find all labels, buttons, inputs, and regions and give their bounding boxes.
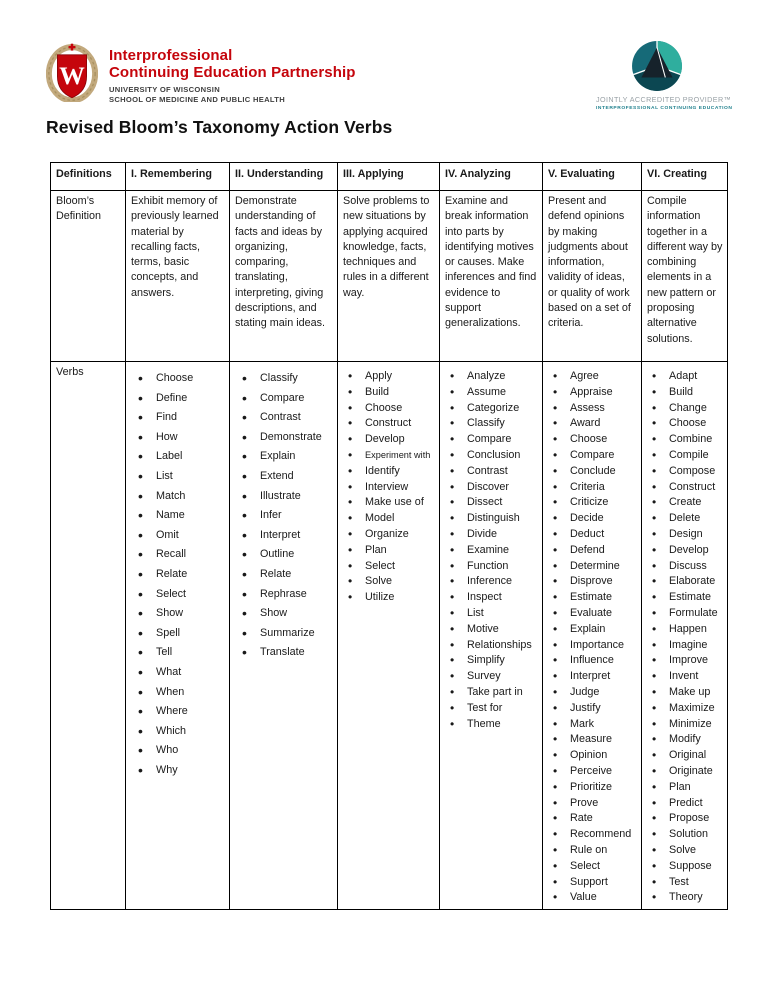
verb-item: • Experiment with [343, 448, 435, 464]
verbs-analyzing [440, 362, 543, 910]
verb-item: • Take part in [445, 685, 538, 701]
verb-item: • Solve [343, 574, 435, 590]
verb-item: • Agree [548, 369, 637, 385]
verb-item: • Build [343, 385, 435, 401]
verb-item: • Inference [445, 574, 538, 590]
bloom-table-wrapper [50, 162, 728, 910]
verb-item: • Model [343, 511, 435, 527]
verb-item: • List [131, 467, 225, 487]
col-header-applying: III. Applying [338, 163, 440, 191]
verbs-list-applying [343, 365, 435, 606]
verb-item: • Conclude [548, 464, 637, 480]
definition-understanding: Demonstrate understanding of facts and ideas by organizing, comparing, translating, interpreting, giving descriptions, and stating main ideas. [230, 191, 338, 362]
col-header-evaluating: V. Evaluating [543, 163, 642, 191]
verbs-row-label: Verbs [51, 362, 126, 910]
verb-item: • Plan [647, 780, 723, 796]
verb-item: • Analyze [445, 369, 538, 385]
verb-item: • Prioritize [548, 780, 637, 796]
header-row [51, 163, 728, 191]
verb-item: • Label [131, 447, 225, 467]
brand-line1: Interprofessional [109, 47, 233, 64]
bloom-taxonomy-table [50, 162, 728, 910]
verb-item: • Develop [343, 432, 435, 448]
verb-item: • Maximize [647, 701, 723, 717]
verbs-applying [338, 362, 440, 910]
verb-item: • Decide [548, 511, 637, 527]
verb-item: • Show [131, 604, 225, 624]
verb-item: • What [131, 663, 225, 683]
col-header-definitions: Definitions [51, 163, 126, 191]
definition-evaluating: Present and defend opinions by making judgments about information, validity of ideas, or quality of work based on a set of criteria. [543, 191, 642, 362]
uw-crest-icon [46, 42, 98, 102]
verb-item: • Translate [235, 643, 333, 663]
verb-item: • Propose [647, 811, 723, 827]
verb-item: • Rule on [548, 843, 637, 859]
verb-item: • Compose [647, 464, 723, 480]
verb-item: • Develop [647, 543, 723, 559]
verb-item: • Identify [343, 464, 435, 480]
verb-item: • Create [647, 495, 723, 511]
verb-item: • Recommend [548, 827, 637, 843]
verb-item: • Match [131, 487, 225, 507]
verb-item: • Illustrate [235, 487, 333, 507]
verb-item: • Classify [235, 369, 333, 389]
verb-item: • Mark [548, 717, 637, 733]
verb-item: • Criteria [548, 480, 637, 496]
verb-item: • Design [647, 527, 723, 543]
verb-item: • Relationships [445, 638, 538, 654]
verb-item: • Minimize [647, 717, 723, 733]
verbs-row [51, 362, 728, 910]
verb-item: • Combine [647, 432, 723, 448]
verb-item: • Distinguish [445, 511, 538, 527]
verb-item: • Solution [647, 827, 723, 843]
verb-item: • Adapt [647, 369, 723, 385]
verb-item: • When [131, 683, 225, 703]
col-header-analyzing: IV. Analyzing [440, 163, 543, 191]
page-title: Revised Bloom’s Taxonomy Action Verbs [46, 117, 393, 137]
verb-item: • Which [131, 722, 225, 742]
verb-item: • Judge [548, 685, 637, 701]
verb-item: • Disprove [548, 574, 637, 590]
verb-item: • Extend [235, 467, 333, 487]
verb-item: • Contrast [235, 408, 333, 428]
verb-item: • Show [235, 604, 333, 624]
verb-item: • Apply [343, 369, 435, 385]
verb-item: • Deduct [548, 527, 637, 543]
verb-item: • Tell [131, 643, 225, 663]
verb-item: • Why [131, 761, 225, 781]
verb-item: • Choose [647, 416, 723, 432]
verb-item: • Select [548, 859, 637, 875]
verb-item: • Change [647, 401, 723, 417]
brand-text [109, 42, 356, 105]
verb-item: • Classify [445, 416, 538, 432]
verb-item: • Where [131, 702, 225, 722]
verb-item: • List [445, 606, 538, 622]
definition-row-label: Bloom’s Definition [51, 191, 126, 362]
verb-item: • Interpret [548, 669, 637, 685]
verb-item: • Omit [131, 526, 225, 546]
verb-item: • Solve [647, 843, 723, 859]
verb-item: • Theme [445, 717, 538, 733]
verbs-list-evaluating [548, 365, 637, 906]
verb-item: • Award [548, 416, 637, 432]
verb-item: • Organize [343, 527, 435, 543]
jointly-accredited-block [596, 40, 733, 112]
verb-item: • Delete [647, 511, 723, 527]
verb-item: • Spell [131, 624, 225, 644]
verb-item: • Suppose [647, 859, 723, 875]
verb-item: • Choose [548, 432, 637, 448]
verb-item: • Criticize [548, 495, 637, 511]
verb-item: • Originate [647, 764, 723, 780]
definition-creating: Compile information together in a different way by combining elements in a new pattern or proposing alternative solutions. [642, 191, 728, 362]
verb-item: • Interpret [235, 526, 333, 546]
verb-item: • Estimate [647, 590, 723, 606]
verb-item: • Determine [548, 559, 637, 575]
verb-item: • Examine [445, 543, 538, 559]
verb-item: • Prove [548, 796, 637, 812]
verb-item: • Relate [131, 565, 225, 585]
verb-item: • Interview [343, 480, 435, 496]
verb-item: • Elaborate [647, 574, 723, 590]
jointly-accredited-logo-icon [631, 40, 683, 92]
verb-item: • Construct [343, 416, 435, 432]
verbs-list-understanding [235, 365, 333, 663]
jointly-accredited-sublabel: INTERPROFESSIONAL CONTINUING EDUCATION [596, 106, 733, 111]
verb-item: • Improve [647, 653, 723, 669]
brand-university: UNIVERSITY OF WISCONSIN [109, 85, 220, 94]
verb-item: • Happen [647, 622, 723, 638]
verbs-understanding [230, 362, 338, 910]
verb-item: • Influence [548, 653, 637, 669]
verb-item: • Infer [235, 506, 333, 526]
definition-remembering: Exhibit memory of previously learned material by recalling facts, terms, basic concepts, and answers. [126, 191, 230, 362]
col-header-understanding: II. Understanding [230, 163, 338, 191]
verb-item: • Choose [343, 401, 435, 417]
verb-item: • Formulate [647, 606, 723, 622]
verb-item: • Inspect [445, 590, 538, 606]
verbs-list-analyzing [445, 365, 538, 732]
verb-item: • Perceive [548, 764, 637, 780]
verb-item: • Justify [548, 701, 637, 717]
verb-item: • Choose [131, 369, 225, 389]
verb-item: • Simplify [445, 653, 538, 669]
verb-item: • Motive [445, 622, 538, 638]
verb-item: • Who [131, 741, 225, 761]
verb-item: • Evaluate [548, 606, 637, 622]
verb-item: • How [131, 428, 225, 448]
verb-item: • Make use of [343, 495, 435, 511]
verb-item: • Support [548, 875, 637, 891]
verb-item: • Summarize [235, 624, 333, 644]
crest-letter: W [59, 61, 85, 90]
verb-item: • Assess [548, 401, 637, 417]
verb-item: • Estimate [548, 590, 637, 606]
verb-item: • Theory [647, 890, 723, 906]
verb-item: • Modify [647, 732, 723, 748]
verbs-list-creating [647, 365, 723, 906]
verbs-creating [642, 362, 728, 910]
uw-brand-block [46, 42, 356, 105]
verb-item: • Compare [548, 448, 637, 464]
verb-item: • Utilize [343, 590, 435, 606]
verb-item: • Explain [235, 447, 333, 467]
verb-item: • Recall [131, 545, 225, 565]
jointly-accredited-label: JOINTLY ACCREDITED PROVIDER™ [596, 95, 732, 104]
verb-item: • Categorize [445, 401, 538, 417]
verb-item: • Defend [548, 543, 637, 559]
verb-item: • Make up [647, 685, 723, 701]
verb-item: • Construct [647, 480, 723, 496]
verb-item: • Function [445, 559, 538, 575]
verb-item: • Imagine [647, 638, 723, 654]
definition-analyzing: Examine and break information into parts by identifying motives or causes. Make inferences and find evidence to support generalizations. [440, 191, 543, 362]
verb-item: • Discuss [647, 559, 723, 575]
verb-item: • Assume [445, 385, 538, 401]
verb-item: • Rephrase [235, 585, 333, 605]
verb-item: • Predict [647, 796, 723, 812]
verb-item: • Importance [548, 638, 637, 654]
definition-applying: Solve problems to new situations by applying acquired knowledge, facts, techniques and rules in a different way. [338, 191, 440, 362]
verb-item: • Name [131, 506, 225, 526]
verb-item: • Conclusion [445, 448, 538, 464]
verb-item: • Compare [445, 432, 538, 448]
verb-item: • Discover [445, 480, 538, 496]
verb-item: • Survey [445, 669, 538, 685]
verbs-list-remembering [131, 365, 225, 780]
verb-item: • Rate [548, 811, 637, 827]
verb-item: • Select [343, 559, 435, 575]
verb-item: • Select [131, 585, 225, 605]
verb-item: • Contrast [445, 464, 538, 480]
verb-item: • Divide [445, 527, 538, 543]
verb-item: • Measure [548, 732, 637, 748]
verb-item: • Invent [647, 669, 723, 685]
verbs-evaluating [543, 362, 642, 910]
verb-item: • Dissect [445, 495, 538, 511]
col-header-creating: VI. Creating [642, 163, 728, 191]
verb-item: • Original [647, 748, 723, 764]
verb-item: • Demonstrate [235, 428, 333, 448]
verb-item: • Explain [548, 622, 637, 638]
verbs-remembering [126, 362, 230, 910]
verb-item: • Find [131, 408, 225, 428]
verb-item: • Define [131, 389, 225, 409]
brand-line2: Continuing Education Partnership [109, 64, 356, 81]
verb-item: • Build [647, 385, 723, 401]
verb-item: • Value [548, 890, 637, 906]
verb-item: • Test for [445, 701, 538, 717]
verb-item: • Compile [647, 448, 723, 464]
verb-item: • Compare [235, 389, 333, 409]
verb-item: • Plan [343, 543, 435, 559]
verb-item: • Test [647, 875, 723, 891]
verb-item: • Appraise [548, 385, 637, 401]
verb-item: • Opinion [548, 748, 637, 764]
verb-item: • Outline [235, 545, 333, 565]
definition-row [51, 191, 728, 362]
col-header-remembering: I. Remembering [126, 163, 230, 191]
brand-school: SCHOOL OF MEDICINE AND PUBLIC HEALTH [109, 95, 286, 104]
verb-item: • Relate [235, 565, 333, 585]
